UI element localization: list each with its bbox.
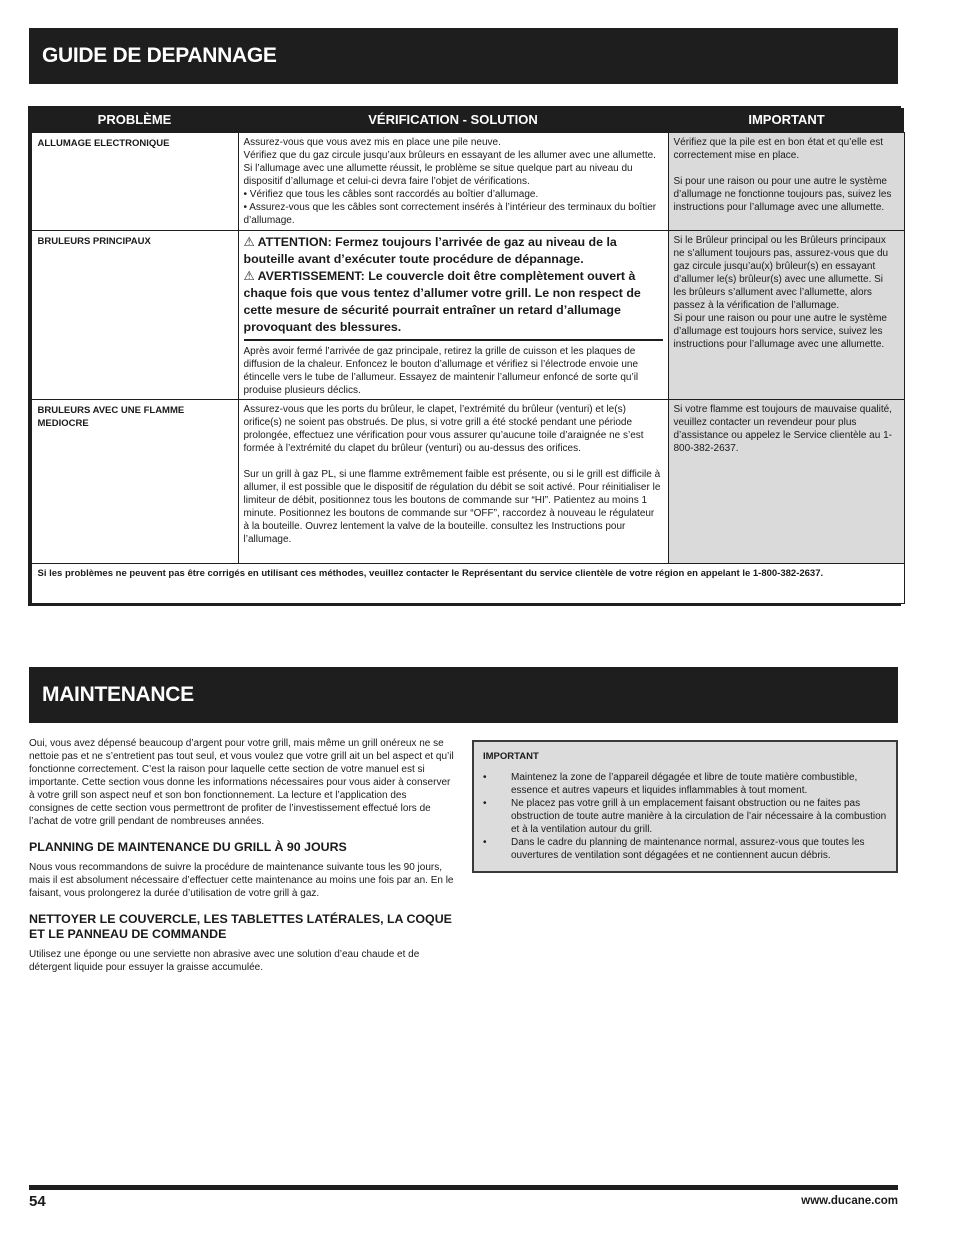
important-text: Si le Brûleur principal ou les Brûleurs principaux ne s’allument toujours pas, assurez-vous que du gaz circule jusqu’au(x) brûleur(s) en essayant d’allumer le(s) brûleur(s) avec une allumette. Si les brûleurs s’allument avec l’allumette, alors passez à la vérification de l’allumage. bbox=[673, 234, 889, 311]
footer-rule bbox=[29, 1185, 898, 1190]
bullet-icon: • bbox=[483, 798, 487, 809]
solution-line: • Assurez-vous que les câbles sont correctement insérés à l’intérieur des terminaux du boîtier d’allumage. bbox=[243, 201, 657, 226]
list-item: • Maintenez la zone de l’appareil dégagée et libre de toute matière combustible, essence et autres vapeurs et liquides inflammables à tout moment. bbox=[483, 772, 858, 796]
solution-cell bbox=[238, 230, 668, 399]
important-cell bbox=[668, 132, 904, 230]
header-important: IMPORTANT bbox=[668, 108, 904, 132]
troubleshooting-table bbox=[28, 106, 901, 606]
header-problem: PROBLÈME bbox=[31, 108, 238, 132]
bullet-icon: • bbox=[483, 772, 487, 783]
page-number: 54 bbox=[29, 1193, 46, 1210]
list-item: • Dans le cadre du planning de maintenance normal, assurez-vous que toutes les ouvertures de ventilation sont dégagées et ne contiennent aucun débris. bbox=[483, 837, 865, 861]
solution-line: Assurez-vous que vous avez mis en place une pile neuve. bbox=[243, 136, 501, 148]
avertissement-text: AVERTISSEMENT: Le couvercle doit être complètement ouvert à chaque fois que vous tentez d’allumer votre grill. Le non respect de cette mesure de sécurité pourrait entraîner un retard d’allumage provoquant des blessures. bbox=[243, 268, 641, 334]
solution-cell bbox=[238, 132, 668, 230]
clean-heading: NETTOYER LE COUVERCLE, LES TABLETTES LATÉRALES, LA COQUE ET LE PANNEAU DE COMMANDE bbox=[29, 912, 452, 941]
planning-heading: PLANNING DE MAINTENANCE DU GRILL À 90 JOURS bbox=[29, 840, 347, 854]
attention-text: ATTENTION: Fermez toujours l’arrivée de gaz au niveau de la bouteille avant d’exécuter toute procédure de dépannage. bbox=[243, 234, 617, 266]
problem-cell: BRULEURS PRINCIPAUX bbox=[31, 230, 238, 399]
maintenance-title: MAINTENANCE bbox=[29, 667, 898, 723]
warning-triangle-icon: ⚠ bbox=[243, 234, 255, 249]
important-text: Vérifiez que la pile est en bon état et qu’elle est correctement mise en place. bbox=[673, 136, 884, 161]
important-cell bbox=[668, 230, 904, 399]
planning-text: Nous vous recommandons de suivre la procédure de maintenance suivante tous les 90 jours, mais il est absolument nécessaire d’effectuer cette maintenance au moins une fois par an. En le faisant, vous prolongerez la durée d’utilisation de votre grill à gaz. bbox=[29, 862, 454, 899]
important-box-title: IMPORTANT bbox=[483, 751, 539, 762]
maintenance-intro: Oui, vous avez dépensé beaucoup d’argent pour votre grill, mais même un grill onéreux ne se nettoie pas et ne s’entretient pas tout seul, et vous voulez que votre grill ait un bel aspect et qu’il fonctionne correctement. C’est la raison pour laquelle cette section de votre manuel est si importante. Cette section vous donne les informations nécessaires pour vous aider à conserver à votre grill son aspect neuf et son bon fonctionnement. La lecture et l’application des consignes de cette section vous permettront de profiter de l’investissement effectué lors de l’achat de votre grill pendant de nombreuses années. bbox=[29, 738, 454, 827]
solution-text: Assurez-vous que les ports du brûleur, le clapet, l’extrémité du brûleur (venturi) et le(s) orifice(s) ne soient pas obstrués. De plus, si votre grill a été stocké pendant une période prolongée, effectuez une vérification pour vous assurer qu’aucune toile d’araignée ne s’est formée à l’extrémité du clapet du brûleur (venturi) ou au-dessus des orifices. bbox=[243, 403, 644, 454]
clean-text: Utilisez une éponge ou une serviette non abrasive avec une solution d’eau chaude et de détergent liquide pour essuyer la graisse accumulée. bbox=[29, 949, 420, 973]
solution-text: Sur un grill à gaz PL, si une flamme extrêmement faible est présente, ou si le grill est difficile à allumer, il est possible que le dispositif de régulation du débit se soit activé. Pour réinitialiser le limiteur de débit, positionnez tous les boutons de commande sur “HI”. Patientez au moins 1 minute. Positionnez les boutons de commande sur “OFF”, raccordez à nouveau le régulateur à la bouteille. Ouvrez lentement la valve de la bouteille. consultez les Instructions pour l’allumage. bbox=[243, 468, 661, 545]
important-box bbox=[472, 740, 898, 873]
maintenance-left-column bbox=[29, 737, 454, 986]
warning-triangle-icon: ⚠ bbox=[243, 268, 255, 283]
problem-cell: ALLUMAGE ELECTRONIQUE bbox=[31, 132, 238, 230]
solution-line: Vérifiez que du gaz circule jusqu’aux brûleurs en essayant de les allumer avec une allumette. Si l’allumage avec une allumette réussit, le problème se situe quelque part au niveau du dispositif d’allumage et celui-ci devra faire l’objet de vérifications. bbox=[243, 149, 656, 187]
header-solution: VÉRIFICATION - SOLUTION bbox=[238, 108, 668, 132]
important-text: Si pour une raison ou pour une autre le système d’allumage ne fonctionne toujours pas, suivez les instructions pour l’allumage avec une allumette. bbox=[673, 175, 892, 213]
troubleshooting-title: GUIDE DE DEPANNAGE bbox=[29, 28, 898, 84]
solution-text: Après avoir fermé l’arrivée de gaz principale, retirez la grille de cuisson et les plaques de diffusion de la chaleur. Enfoncez le bouton d’allumage et vérifiez si l’électrode envoie une étincelle vers le tube de l’allumeur. Essayez de maintenir l’allumeur enfoncé de sorte qu’il produise plusieurs déclics. bbox=[243, 345, 639, 396]
table-footer-note: Si les problèmes ne peuvent pas être corrigés en utilisant ces méthodes, veuillez contacter le Représentant du service clientèle de votre région en appelant le 1-800-382-2637. bbox=[31, 563, 904, 603]
solution-line: • Vérifiez que tous les câbles sont raccordés au boîtier d’allumage. bbox=[243, 188, 539, 200]
solution-cell bbox=[238, 399, 668, 563]
safety-warning bbox=[244, 234, 663, 341]
important-cell: Si votre flamme est toujours de mauvaise qualité, veuillez contacter un revendeur pour plus d’assistance ou appelez le Service clientèle au 1-800-382-2637. bbox=[668, 399, 904, 563]
important-list bbox=[483, 771, 888, 862]
bullet-icon: • bbox=[483, 837, 487, 848]
problem-cell: BRULEURS AVEC UNE FLAMME MEDIOCRE bbox=[31, 399, 238, 563]
list-item: • Ne placez pas votre grill à un emplacement faisant obstruction ou ne faites pas obstruction de toute autre manière à la circulation de l’air nécessaire à la combustion et à la ventilation autour du grill. bbox=[483, 798, 887, 835]
important-text: Si pour une raison ou pour une autre le système d’allumage est toujours hors service, suivez les instructions pour l’allumage avec une allumette. bbox=[673, 312, 887, 350]
website-link[interactable]: www.ducane.com bbox=[801, 1195, 898, 1207]
